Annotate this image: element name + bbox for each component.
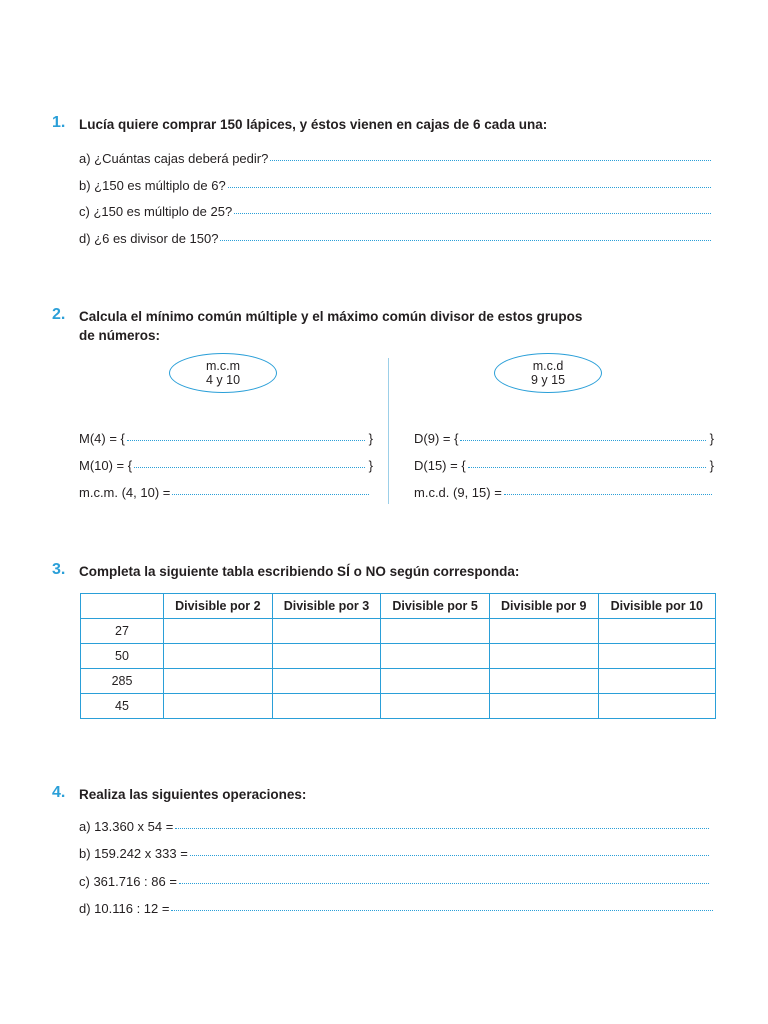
table-row (81, 644, 716, 669)
result-label: m.c.d. (9, 15) = (414, 485, 502, 500)
column-header: Divisible por 9 (489, 594, 598, 619)
question-4-prompt: Realiza las siguientes operaciones: (79, 787, 307, 802)
close-brace: } (368, 458, 373, 473)
answer-dots (234, 213, 711, 214)
answer-dots (171, 910, 713, 911)
close-brace: } (709, 458, 714, 473)
answer-cell[interactable] (598, 644, 715, 669)
question-3-number: 3. (52, 561, 66, 578)
mcm-oval-title: m.c.m (205, 359, 241, 373)
mcm-result-line[interactable] (79, 485, 369, 501)
mcd-oval-title: m.c.d (532, 359, 564, 373)
divisors-of-9-line[interactable] (414, 431, 714, 447)
answer-cell[interactable] (381, 644, 490, 669)
close-brace: } (709, 431, 714, 446)
answer-dots (220, 240, 711, 241)
answer-cell[interactable] (164, 644, 273, 669)
answer-cell[interactable] (381, 669, 490, 694)
row-number: 285 (81, 669, 164, 694)
set-label: D(9) = { (414, 431, 459, 446)
answer-cell[interactable] (164, 669, 273, 694)
answer-cell[interactable] (489, 694, 598, 719)
answer-cell[interactable] (598, 669, 715, 694)
q4-answer-line-d[interactable] (79, 901, 713, 917)
q1-item-label: d) ¿6 es divisor de 150? (79, 231, 219, 246)
question-4-number: 4. (52, 784, 66, 801)
q1-item-label: c) ¿150 es múltiplo de 25? (79, 204, 233, 219)
set-label: M(10) = { (79, 458, 133, 473)
mcd-oval-numbers: 9 y 15 (530, 373, 566, 387)
answer-dots (228, 187, 711, 188)
q1-item-label: b) ¿150 es múltiplo de 6? (79, 178, 226, 193)
question-2-prompt-line-1: Calcula el mínimo común múltiple y el máximo común divisor de estos grupos (79, 309, 583, 324)
answer-dots (504, 494, 712, 495)
answer-dots (190, 855, 709, 856)
answer-cell[interactable] (489, 669, 598, 694)
q4-answer-line-a[interactable] (79, 819, 709, 835)
answer-cell[interactable] (272, 644, 381, 669)
operation-label: a) 13.360 x 54 = (79, 819, 174, 834)
row-number: 45 (81, 694, 164, 719)
answer-dots (270, 160, 711, 161)
column-header: Divisible por 10 (598, 594, 715, 619)
answer-cell[interactable] (598, 694, 715, 719)
mcd-oval (494, 353, 602, 393)
set-label: M(4) = { (79, 431, 125, 446)
answer-dots (175, 828, 709, 829)
question-1-number: 1. (52, 114, 66, 131)
question-3-prompt: Completa la siguiente tabla escribiendo SÍ o NO según corresponda: (79, 564, 520, 579)
multiples-of-10-line[interactable] (79, 458, 373, 474)
answer-dots (127, 440, 365, 441)
column-divider (388, 358, 389, 504)
answer-dots (460, 440, 705, 441)
answer-dots (468, 467, 706, 468)
answer-cell[interactable] (272, 619, 381, 644)
q1-answer-line-b[interactable] (79, 178, 711, 194)
q4-answer-line-c[interactable] (79, 874, 709, 890)
answer-dots (172, 494, 369, 495)
question-1-prompt: Lucía quiere comprar 150 lápices, y éstos vienen en cajas de 6 cada una: (79, 117, 548, 132)
table-row (81, 669, 716, 694)
answer-dots (179, 883, 709, 884)
answer-cell[interactable] (489, 619, 598, 644)
operation-label: c) 361.716 : 86 = (79, 874, 177, 889)
table-row (81, 619, 716, 644)
answer-cell[interactable] (272, 669, 381, 694)
answer-cell[interactable] (598, 619, 715, 644)
q1-answer-line-d[interactable] (79, 231, 711, 247)
multiples-of-4-line[interactable] (79, 431, 373, 447)
q1-answer-line-c[interactable] (79, 204, 711, 220)
answer-cell[interactable] (164, 619, 273, 644)
answer-cell[interactable] (381, 619, 490, 644)
answer-dots (134, 467, 365, 468)
answer-cell[interactable] (381, 694, 490, 719)
close-brace: } (368, 431, 373, 446)
question-2-number: 2. (52, 306, 66, 323)
table-corner-cell (81, 594, 164, 619)
row-number: 50 (81, 644, 164, 669)
q4-answer-line-b[interactable] (79, 846, 709, 862)
mcd-result-line[interactable] (414, 485, 712, 501)
table-row (81, 694, 716, 719)
question-2-prompt-line-2: de números: (79, 328, 161, 343)
answer-cell[interactable] (272, 694, 381, 719)
divisibility-table (80, 593, 716, 719)
q1-item-label: a) ¿Cuántas cajas deberá pedir? (79, 151, 269, 166)
answer-cell[interactable] (489, 644, 598, 669)
mcm-oval-numbers: 4 y 10 (205, 373, 241, 387)
operation-label: d) 10.116 : 12 = (79, 901, 170, 916)
mcm-oval (169, 353, 277, 393)
divisors-of-15-line[interactable] (414, 458, 714, 474)
column-header: Divisible por 3 (272, 594, 381, 619)
set-label: D(15) = { (414, 458, 466, 473)
operation-label: b) 159.242 x 333 = (79, 846, 188, 861)
answer-cell[interactable] (164, 694, 273, 719)
column-header: Divisible por 5 (381, 594, 490, 619)
row-number: 27 (81, 619, 164, 644)
q1-answer-line-a[interactable] (79, 151, 711, 167)
table-header-row (81, 594, 716, 619)
column-header: Divisible por 2 (164, 594, 273, 619)
result-label: m.c.m. (4, 10) = (79, 485, 171, 500)
